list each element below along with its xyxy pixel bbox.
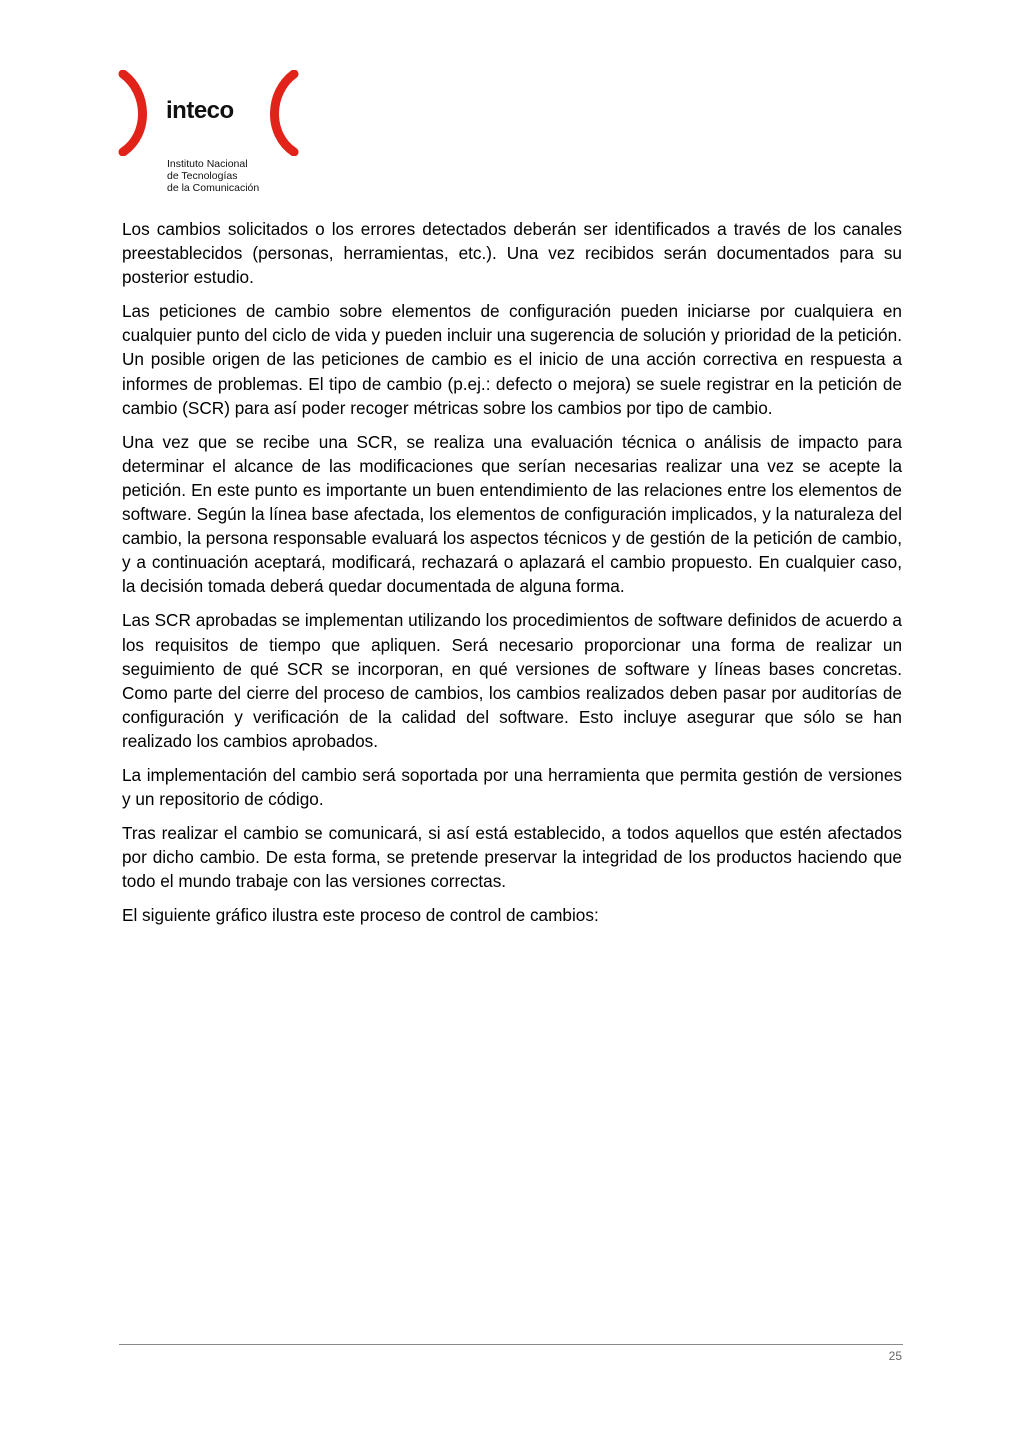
logo-subtitle	[167, 158, 259, 194]
paragraph: Una vez que se recibe una SCR, se realiza una evaluación técnica o análisis de impacto para determinar el alcance de las modificaciones que serían necesarias realizar una vez se acepte la petición. En este punto es importante un buen entendimiento de las relaciones entre los elementos de software. Según la línea base afectada, los elementos de configuración implicados, y la naturaleza del cambio, la persona responsable evaluará los aspectos técnicos y de gestión de la petición de cambio, y a continuación aceptará, modificará, rechazará o aplazará el cambio propuesto. En cualquier caso, la decisión tomada deberá quedar documentada de alguna forma.	[122, 431, 902, 597]
paragraph: Las peticiones de cambio sobre elementos de configuración pueden iniciarse por cualquiera en cualquier punto del ciclo de vida y pueden incluir una sugerencia de solución y prioridad de la petición. Un posible origen de las peticiones de cambio es el inicio de una acción correctiva en respuesta a informes de problemas. El tipo de cambio (p.ej.: defecto o mejora) se suele registrar en la petición de cambio (SCR) para así poder recoger métricas sobre los cambios por tipo de cambio.	[122, 301, 902, 418]
paragraph: La implementación del cambio será soportada por una herramienta que permita gestión de versiones y un repositorio de código.	[122, 764, 902, 810]
page-number: 25	[888, 1349, 902, 1363]
logo-subtitle-line-3: de la Comunicación	[167, 182, 260, 194]
inteco-logo	[118, 70, 308, 156]
page-header	[118, 70, 308, 200]
document-body	[122, 217, 902, 938]
paragraph: Las SCR aprobadas se implementan utilizando los procedimientos de software definidos de acuerdo a los requisitos de tiempo que apliquen. Será necesario proporcionar una forma de realizar un seguimiento de qué SCR se incorporan, en qué versiones de software y líneas bases concretas. Como parte del cierre del proceso de cambios, los cambios realizados deben pasar por auditorías de configuración y verificación de la calidad del software. Esto incluye asegurar que sólo se han realizado los cambios aprobados.	[122, 610, 902, 751]
paragraph: El siguiente gráfico ilustra este proceso de control de cambios:	[122, 905, 599, 926]
footer-divider	[119, 1344, 903, 1345]
paragraph: Tras realizar el cambio se comunicará, si así está establecido, a todos aquellos que estén afectados por dicho cambio. De esta forma, se pretende preservar la integridad de los productos haciendo que todo el mundo trabaje con las versiones correctas.	[122, 823, 902, 892]
logo-subtitle-line-1: Instituto Nacional	[167, 158, 248, 170]
logo-wordmark: inteco	[166, 97, 234, 124]
logo-subtitle-line-2: de Tecnologías	[167, 170, 238, 182]
paragraph: Los cambios solicitados o los errores detectados deberán ser identificados a través de los canales preestablecidos (personas, herramientas, etc.). Una vez recibidos serán documentados para su posterior estudio.	[122, 219, 902, 288]
